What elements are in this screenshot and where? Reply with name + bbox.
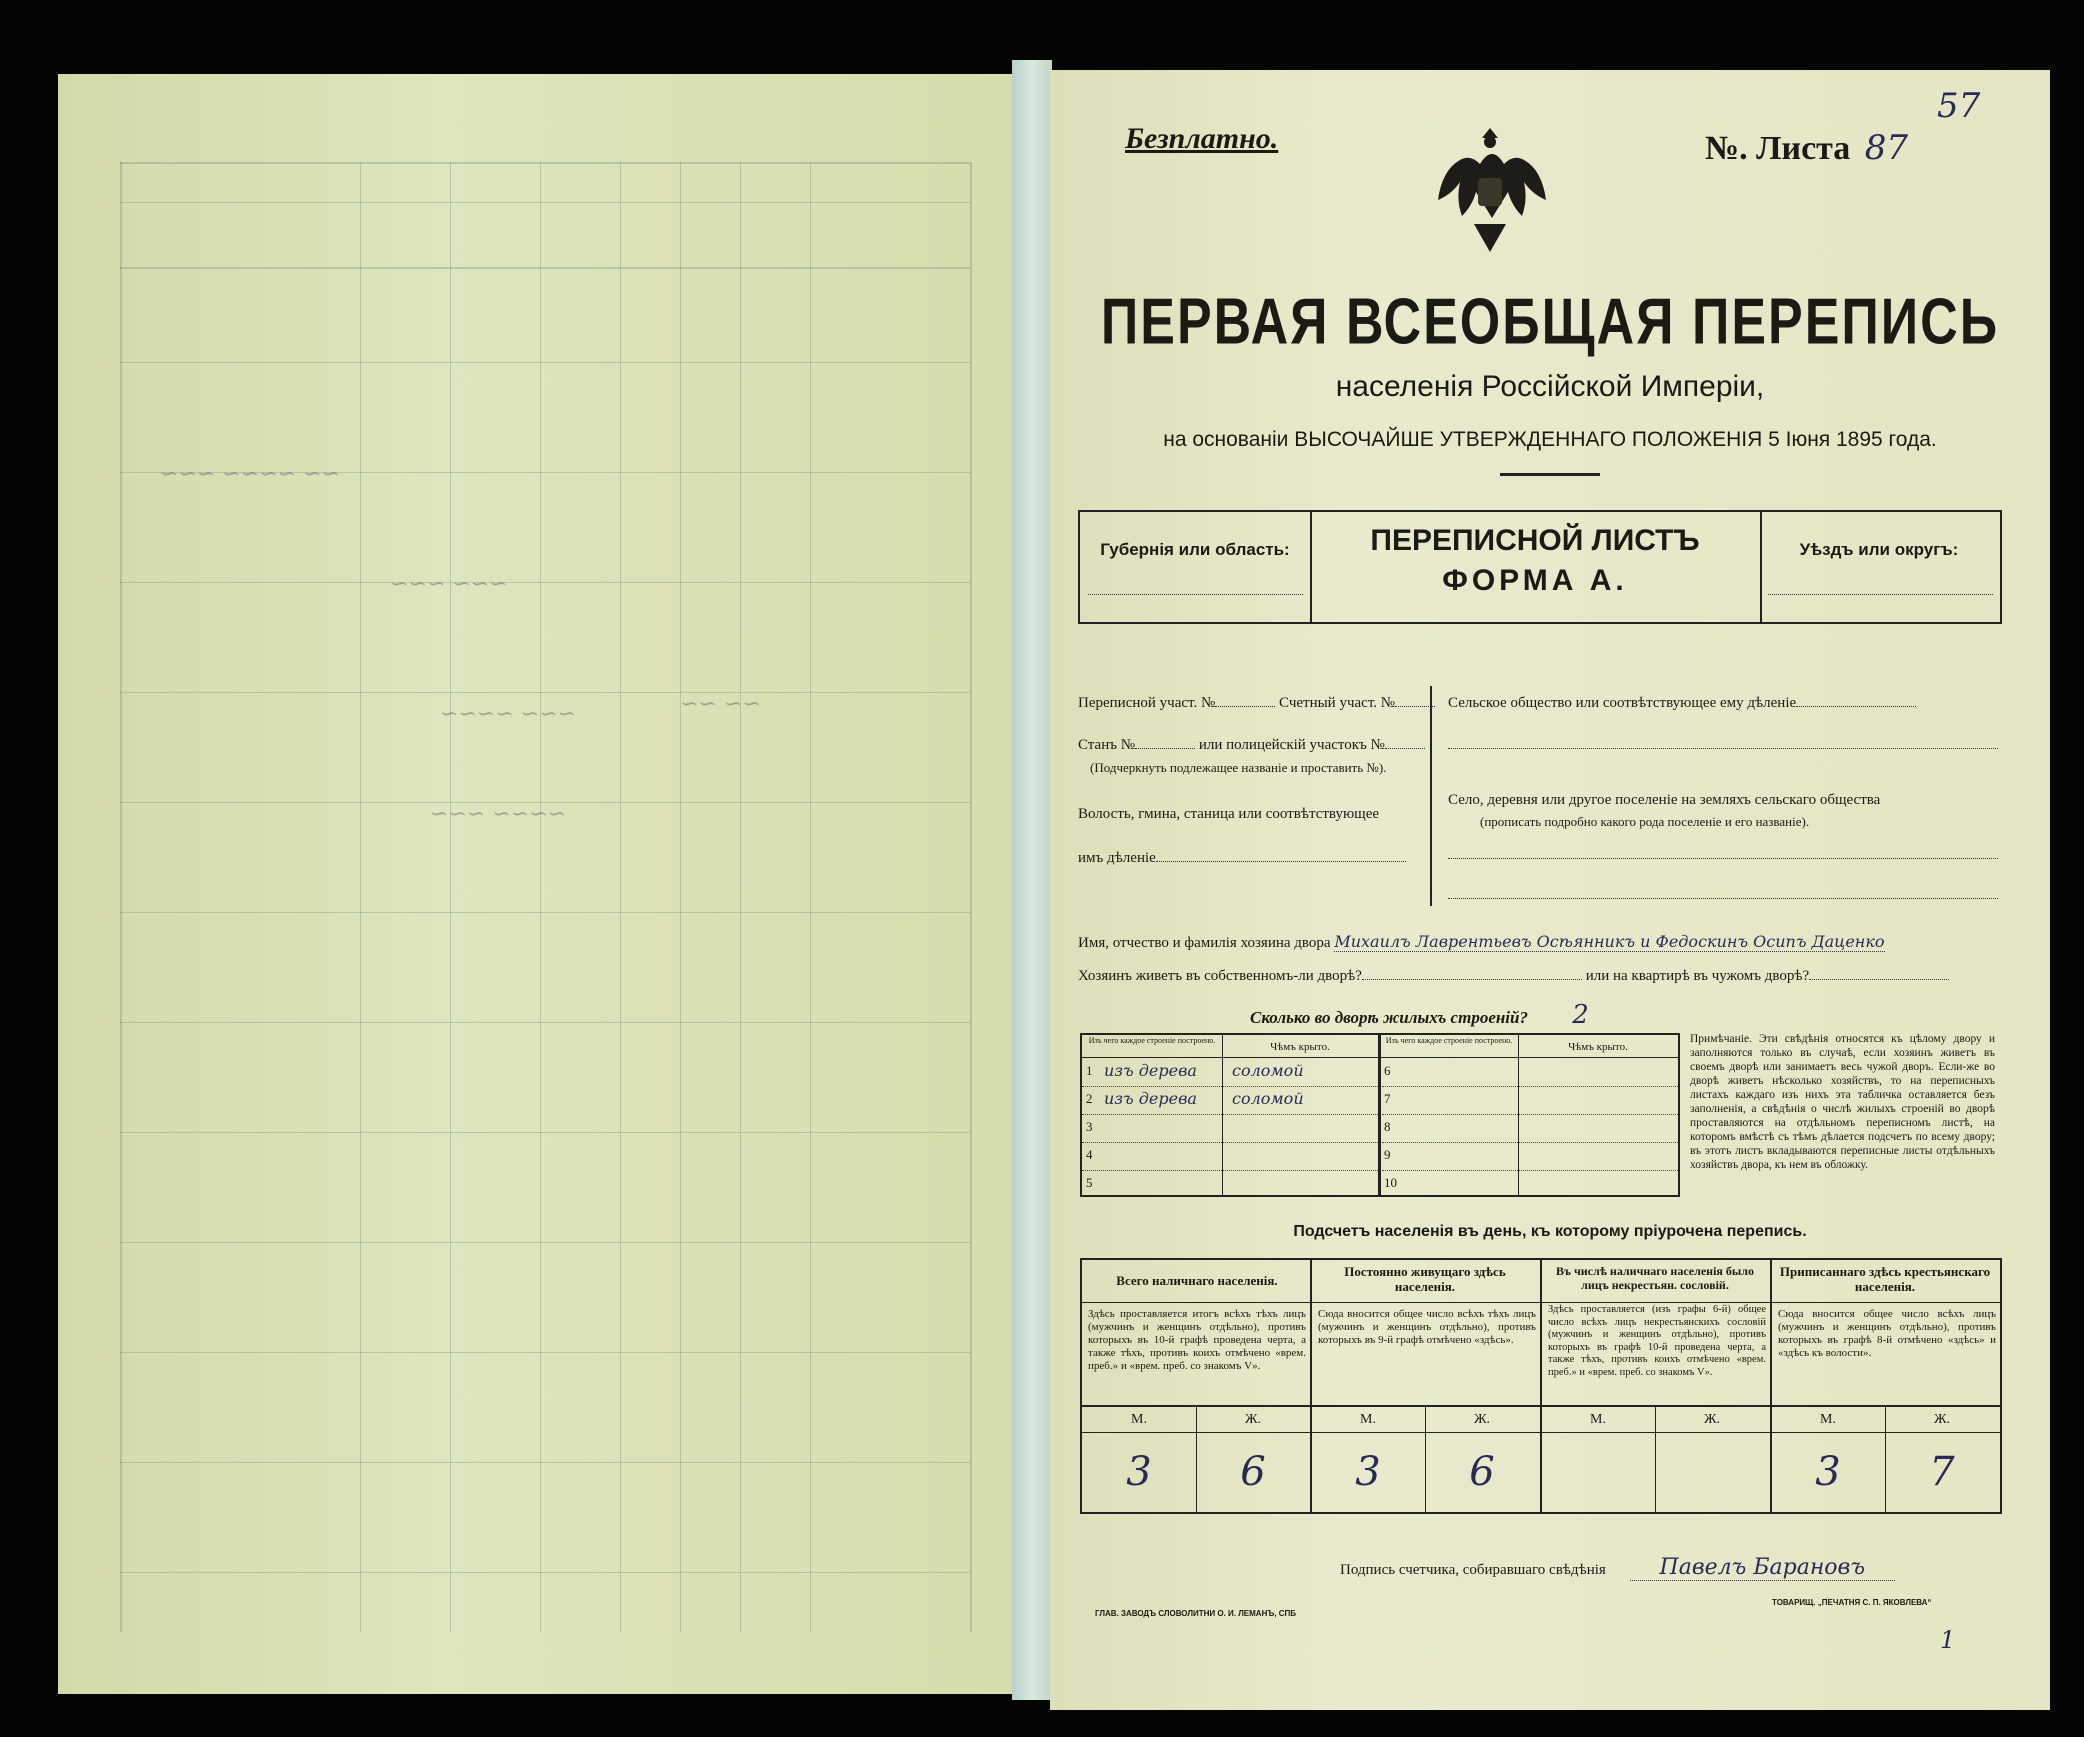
lives-field: Хозяинъ живетъ въ собственномъ-ли дворѣ? или на квартирѣ въ чужомъ дворѣ? <box>1078 968 1949 985</box>
owner-field: Имя, отчество и фамилія хозяина двора Михаилъ Лаврентьевъ Осѣянникъ и Федоскинъ Осипъ Даценко <box>1078 932 1885 951</box>
m-label: М. <box>1590 1412 1606 1427</box>
table-row: 1 изъ дерева соломой <box>1082 1059 1378 1087</box>
table-row: 3 <box>1082 1115 1378 1143</box>
signature-value: Павелъ Барановъ <box>1630 1555 1895 1581</box>
m-label: М. <box>1131 1412 1147 1427</box>
bleed-through-grid: ~~ ~~~~ ~~~ ~~~ ~~~ ~~~ ~~~~ ~~~~ ~~~ ~~ ~~ <box>120 162 970 1632</box>
underline-note: (Подчеркнуть подлежащее названіе и проставить №). <box>1090 760 1387 775</box>
form-type: ФОРМА А. <box>1442 564 1628 597</box>
footer-right: ТОВАРИЩ. „ПЕЧАТНЯ С. П. ЯКОВЛЕВА“ <box>1772 1598 1932 1607</box>
count-col2-header: Постоянно живущаго здѣсь населенія. <box>1344 1264 1506 1294</box>
table-row: 9 <box>1382 1143 1678 1171</box>
m-label: М. <box>1360 1412 1376 1427</box>
left-page-back <box>58 74 1018 1694</box>
table-row: 4 <box>1082 1143 1378 1171</box>
count-col4-male: 3 <box>1815 1449 1841 1495</box>
census-basis: на основаніи ВЫСОЧАЙШЕ УТВЕРЖДЕННАГО ПОЛОЖЕНІЯ 5 Іюня 1895 года. <box>1163 428 1937 451</box>
count-col2-male: 3 <box>1355 1449 1381 1495</box>
table-row: 2 изъ дерева соломой <box>1082 1087 1378 1115</box>
free-label: Безплатно. <box>1125 122 1279 155</box>
owner-value: Михаилъ Лаврентьевъ Осѣянникъ и Федоскинъ Осипъ Даценко <box>1334 932 1885 951</box>
village-label: Село, деревня или другое поселеніе на земляхъ сельскаго общества <box>1448 792 1881 808</box>
col-material-left: Изъ чего каждое строеніе построено. <box>1088 1036 1216 1045</box>
count-col3-header: Въ числѣ наличнаго населенія было лицъ некрестьян. сословій. <box>1555 1264 1755 1292</box>
rows-right <box>1382 1059 1678 1198</box>
col-material-right: Изъ чего каждое строеніе построено. <box>1385 1036 1513 1045</box>
sheet-label: №. Листа 87 <box>1705 128 1909 168</box>
district-label: Уѣздъ или округъ: <box>1799 540 1959 559</box>
page-mark: 1 <box>1940 1626 1956 1654</box>
count-col1-male: 3 <box>1126 1449 1152 1495</box>
archive-number: 57 <box>1937 86 1981 126</box>
census-subtitle: населенія Россійской Имперіи, <box>1335 370 1765 403</box>
buildings-table <box>1080 1033 1680 1197</box>
m-label: М. <box>1820 1412 1836 1427</box>
census-area-field: Переписной участ. № Счетный участ. № <box>1078 695 1435 712</box>
count-title: Подсчетъ населенія въ день, къ которому пріурочена перепись. <box>1293 1223 1807 1240</box>
footer-left: ГЛАВ. ЗАВОДЪ СЛОВОЛИТНИ О. И. ЛЕМАНЪ, СПБ <box>1095 1609 1297 1618</box>
population-count-table <box>1080 1258 2002 1514</box>
count-col1-female: 6 <box>1240 1449 1266 1495</box>
signature-field: Подпись счетчика, собиравшаго свѣдѣнія Павелъ Барановъ <box>1340 1555 1895 1580</box>
count-col4-female: 7 <box>1929 1449 1955 1495</box>
count-col4-desc: Сюда вносится общее число всѣхъ лицъ (мужчинъ и женщинъ отдѣльно), противъ которыхъ въ графѣ 8-й отмѣчено «здѣсь» и «здѣсь къ волости». <box>1778 1308 1996 1359</box>
count-col1-header: Всего наличнаго населенія. <box>1116 1273 1278 1288</box>
table-row: 7 <box>1382 1087 1678 1115</box>
table-row: 6 <box>1382 1059 1678 1087</box>
volost-label: Волость, гмина, станица или соотвѣтствующее <box>1078 806 1380 822</box>
page-spine-strip <box>1012 60 1052 1700</box>
census-title: ПЕРВАЯ ВСЕОБЩАЯ ПЕРЕПИСЬ <box>1100 285 2000 359</box>
f-label: Ж. <box>1933 1412 1951 1427</box>
form-name: ПЕРЕПИСНОЙ ЛИСТЪ <box>1370 524 1700 557</box>
table-note: Примѣчаніе. Эти свѣдѣнія относятся къ цѣлому двору и заполняются только въ случаѣ, если хозяинъ живетъ въ своемъ дворѣ или занимаетъ весь чужой дворъ. Если-же во дворѣ живетъ нѣсколько хозяйствъ, то на переписныхъ листахъ каждаго изъ нихъ эта табличка оставляется безъ заполненія, а свѣдѣнія о числѣ жилыхъ строеній во дворѣ проставляются на отдѣльномъ переписномъ листѣ, на которомъ вмѣстѣ съ тѣмъ дѣлается подсчетъ по всему двору; въ этотъ листъ вкладываются переписные листы отдѣльныхъ хозяйствъ двора, къ нем въ обложку. <box>1690 1033 1995 1171</box>
stan-field: Станъ № или полицейскій участокъ № <box>1078 737 1425 754</box>
rows-left <box>1082 1059 1378 1198</box>
form-type-box <box>1078 510 2002 624</box>
f-label: Ж. <box>1703 1412 1721 1427</box>
count-col3-desc: Здѣсь проставляется (изъ графы 6-й) общее число всѣхъ лицъ некрестьянскихъ сословій (мужчинъ и женщинъ отдѣльно), противъ которыхъ въ графѣ 10-й проведена черта, а также тѣхъ, противъ коихъ отмѣчено «врем. преб.» и «врем. преб. со знакомъ V». <box>1548 1304 1766 1378</box>
col-roof-left: Чѣмъ крыто. <box>1270 1041 1330 1053</box>
volost-field: имъ дѣленіе <box>1078 850 1406 867</box>
sheet-number: 87 <box>1864 128 1909 168</box>
buildings-field: Сколько во дворѣ жилыхъ строеній? 2 <box>1250 1000 1589 1030</box>
table-row: 10 <box>1384 1175 1397 1190</box>
f-label: Ж. <box>1473 1412 1491 1427</box>
table-row: 8 <box>1382 1115 1678 1143</box>
count-col2-female: 6 <box>1469 1449 1495 1495</box>
divider <box>1500 473 1600 476</box>
village-note: (прописать подробно какого рода поселеніе и его названіе). <box>1480 814 1810 829</box>
imperial-eagle-emblem <box>1430 120 1550 260</box>
f-label: Ж. <box>1244 1412 1262 1427</box>
rural-society-field: Сельское общество или соотвѣтствующее ему дѣленіе <box>1448 695 1916 712</box>
col-roof-right: Чѣмъ крыто. <box>1568 1041 1628 1053</box>
province-label: Губернія или область: <box>1100 540 1290 559</box>
field-divider <box>1430 686 1432 906</box>
count-col1-desc: Здѣсь проставляется итогъ всѣхъ тѣхъ лицъ (мужчинъ и женщинъ отдѣльно), противъ которыхъ въ 10-й графѣ проведена черта, а также тѣхъ, противъ коихъ отмѣчено «врем. преб.» и «врем. преб. со знакомъ V». <box>1088 1308 1306 1372</box>
buildings-value: 2 <box>1572 1000 1589 1030</box>
census-form-page <box>1050 70 2050 1710</box>
count-col2-desc: Сюда вносится общее число всѣхъ тѣхъ лицъ (мужчинъ и женщинъ отдѣльно), противъ которыхъ въ 9-й графѣ отмѣчено «здѣсь». <box>1318 1308 1536 1346</box>
count-col4-header: Приписаннаго здѣсь крестьянскаго населенія. <box>1779 1264 1991 1294</box>
table-row: 5 <box>1086 1175 1093 1190</box>
